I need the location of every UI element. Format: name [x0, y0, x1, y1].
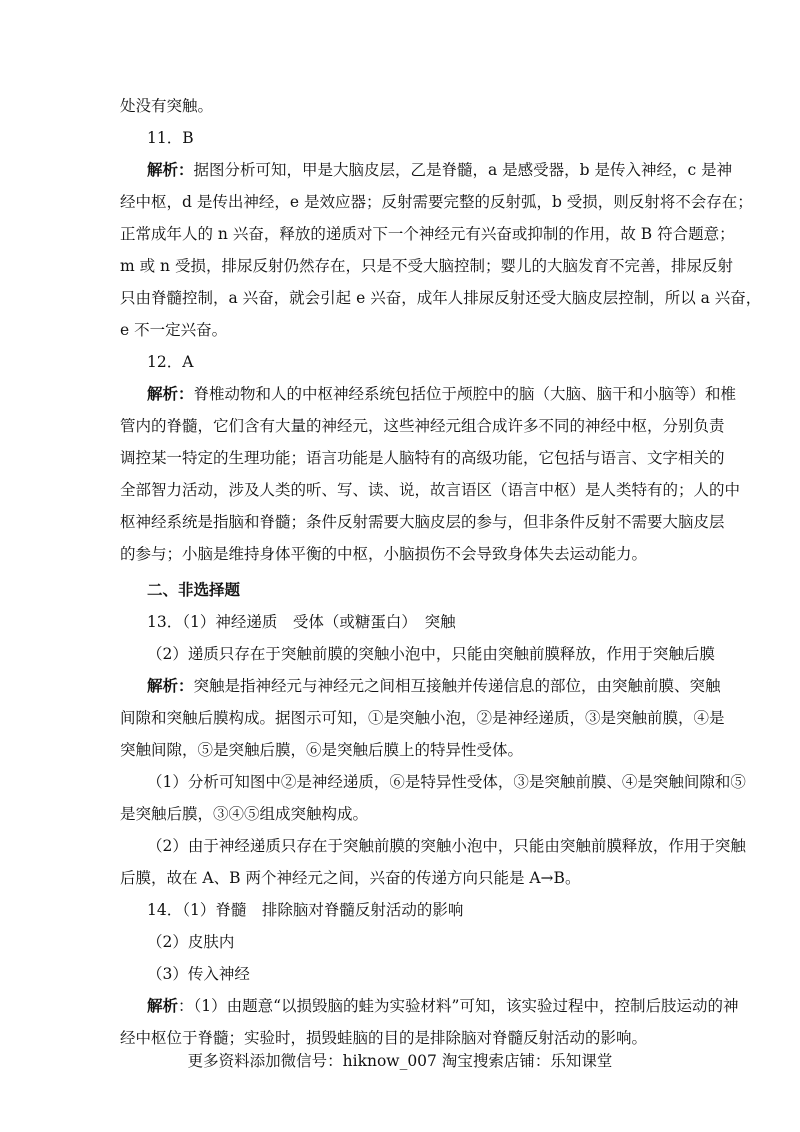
text-line: 正常成年人的 n 兴奋，释放的递质对下一个神经元有兴奋或抑制的作用，故 B 符合题意； — [120, 225, 735, 243]
answer-12: 12．A — [147, 353, 194, 371]
text-line: （2）由于神经递质只存在于突触前膜的突触小泡中，只能由突触前膜释放，作用于突触 — [147, 837, 746, 855]
text-line: （1）分析可知图中②是神经递质，⑥是特异性受体，③是突触前膜、④是突触间隙和⑤ — [147, 773, 746, 791]
answer-14: 14．（1）脊髓 排除脑对脊髓反射活动的影响 — [147, 901, 464, 919]
analysis-label: 解析： — [147, 384, 194, 403]
analysis-label: 解析 — [147, 996, 179, 1015]
text-line: 间隙和突触后膜构成。据图示可知，①是突触小泡，②是神经递质，③是突触前膜，④是 — [120, 709, 725, 727]
text-line: 后膜，故在 A、B 两个神经元之间，兴奋的传递方向只能是 A→B。 — [120, 869, 581, 887]
text-line: m 或 n 受损，排尿反射仍然存在，只是不受大脑控制；婴儿的大脑发育不完善，排尿反射 — [120, 257, 733, 275]
text-line: 枢神经系统是指脑和脊髓；条件反射需要大脑皮层的参与，但非条件反射不需要大脑皮层 — [120, 513, 725, 531]
analysis-text: 脊椎动物和人的中枢神经系统包括位于颅腔中的脑（大脑、脑干和小脑等）和椎 — [193, 385, 737, 403]
text-line: 是突触后膜，③④⑤组成突触构成。 — [120, 805, 369, 823]
text-line: 处没有突触。 — [120, 97, 214, 115]
text-line — [147, 996, 738, 1016]
text-line: （2）递质只存在于突触前膜的突触小泡中，只能由突触前膜释放，作用于突触后膜 — [147, 645, 715, 663]
text-line: 调控某一特定的生理功能；语言功能是人脑特有的高级功能，它包括与语言、文字相关的 — [120, 449, 725, 467]
text-line: 全部智力活动，涉及人类的听、写、读、说，故言语区（语言中枢）是人类特有的；人的中 — [120, 481, 741, 499]
text-line: 经中枢位于脊髓；实验时，损毁蛙脑的目的是排除脑对脊髓反射活动的影响。 — [120, 1029, 648, 1047]
text-line: e 不一定兴奋。 — [120, 321, 228, 339]
text-line: 管内的脊髓，它们含有大量的神经元，这些神经元组合成许多不同的神经中枢，分别负责 — [120, 417, 725, 435]
text-line: 只由脊髓控制，a 兴奋，就会引起 e 兴奋，成年人排尿反射还受大脑皮层控制，所以 a 兴奋， — [120, 289, 762, 307]
answer-13: 13．（1）神经递质 受体（或糖蛋白） 突触 — [147, 613, 456, 631]
analysis-text: ：（1）由题意“以损毁脑的蛙为实验材料”可知，该实验过程中，控制后肢运动的神 — [178, 997, 739, 1015]
answer-11: 11．B — [147, 129, 194, 147]
text-line: 突触间隙，⑤是突触后膜，⑥是突触后膜上的特异性受体。 — [120, 741, 524, 759]
text-line: （2）皮肤内 — [147, 933, 235, 951]
text-line: 的参与；小脑是维持身体平衡的中枢，小脑损伤不会导致身体失去运动能力。 — [120, 545, 648, 563]
text-line — [147, 676, 721, 696]
analysis-text: 突触是指神经元与神经元之间相互接触并传递信息的部位，由突触前膜、突触 — [193, 677, 721, 695]
analysis-label: 解析： — [147, 676, 194, 695]
page-footer: 更多资料添加微信号：hiknow_007 淘宝搜索店铺：乐知课堂 — [187, 1052, 613, 1070]
text-line — [147, 160, 732, 180]
text-line: 经中枢，d 是传出神经，e 是效应器；反射需要完整的反射弧，b 受损，则反射将不会存在； — [120, 193, 753, 211]
text-line — [147, 384, 736, 404]
analysis-text: 据图分析可知，甲是大脑皮层，乙是脊髓，a 是感受器，b 是传入神经，c 是神 — [193, 161, 733, 179]
text-line: （3）传入神经 — [147, 965, 250, 983]
section-heading: 二、非选择题 — [147, 581, 241, 599]
analysis-label: 解析： — [147, 160, 194, 179]
